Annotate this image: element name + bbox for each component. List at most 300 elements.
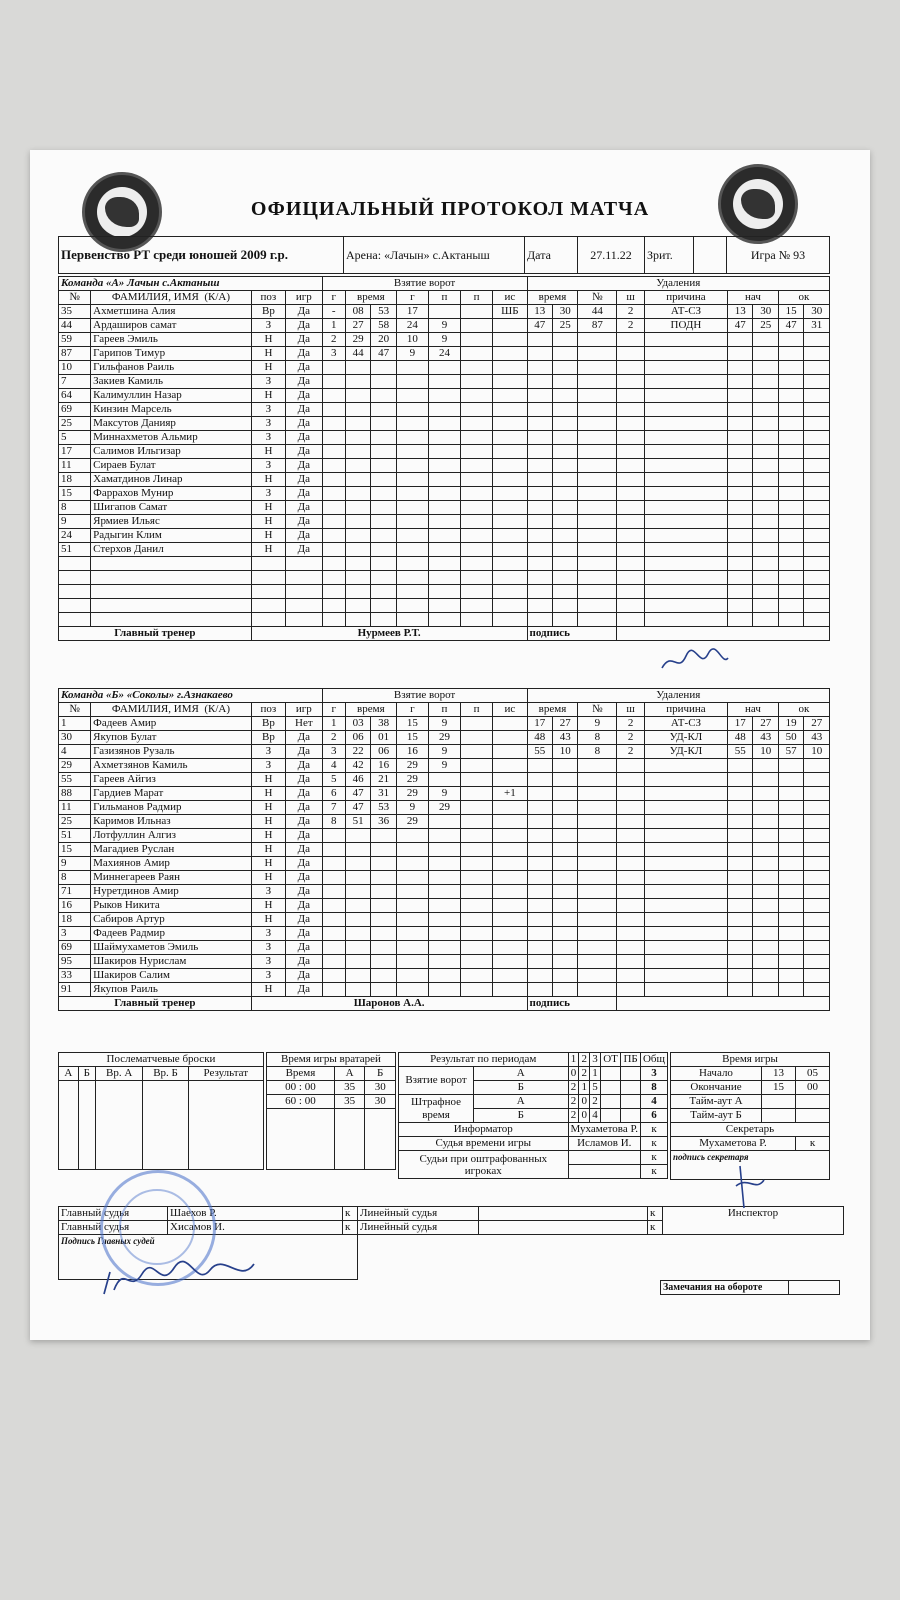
pen-start-sec (753, 459, 778, 473)
pen-start-min: 48 (727, 731, 752, 745)
pen-min (527, 333, 552, 347)
informer-name: Мухаметова Р. (568, 1123, 640, 1137)
pen-reason (644, 983, 727, 997)
player-name: Салимов Ильгизар (91, 445, 252, 459)
goal-scorer (396, 473, 428, 487)
player-play: Да (286, 787, 323, 801)
pen-end-min (778, 983, 803, 997)
pen-reason (644, 543, 727, 557)
pen-sec (552, 941, 577, 955)
pen-end-sec (804, 801, 830, 815)
pen-player (578, 403, 617, 417)
player-pos: Н (251, 347, 285, 361)
goal-num (322, 941, 345, 955)
table-row (59, 501, 830, 515)
goalie-time: 60 : 00 (267, 1095, 335, 1109)
pen-minutes (617, 417, 645, 431)
goal-sec: 21 (371, 773, 396, 787)
pen-end-min (778, 857, 803, 871)
pen-end-sec (804, 543, 830, 557)
goal-sec: 53 (371, 801, 396, 815)
goal-situation (493, 759, 527, 773)
player-play: Да (286, 801, 323, 815)
col-p2: п (461, 291, 493, 305)
pen-start-min (727, 983, 752, 997)
goal-scorer (396, 515, 428, 529)
spectators-label: Зрит. (645, 237, 694, 274)
table-row (59, 487, 830, 501)
player-name: Фадеев Амир (91, 717, 252, 731)
goal-assist1 (428, 885, 460, 899)
goal-assist1 (428, 445, 460, 459)
goal-assist1 (428, 941, 460, 955)
pen-end-sec (804, 899, 830, 913)
goal-scorer (396, 487, 428, 501)
goal-sec (371, 473, 396, 487)
goal-scorer (396, 389, 428, 403)
player-number: 18 (59, 473, 91, 487)
goal-scorer: 10 (396, 333, 428, 347)
pen-player (578, 927, 617, 941)
goal-assist2 (461, 927, 493, 941)
pen-player (578, 613, 617, 627)
period-val: 2 (568, 1109, 579, 1123)
goal-num (322, 487, 345, 501)
pen-player (578, 969, 617, 983)
pen-start-min (727, 585, 752, 599)
pen-minutes (617, 969, 645, 983)
col-ptime: время (527, 703, 578, 717)
pen-start-min (727, 843, 752, 857)
pen-min (527, 871, 552, 885)
period-val (621, 1081, 641, 1095)
player-name: Шаймухаметов Эмиль (91, 941, 252, 955)
pen-min (527, 389, 552, 403)
coach-signature-label: подпись (527, 627, 617, 641)
pen-end-sec (804, 501, 830, 515)
goal-situation (493, 473, 527, 487)
pen-minutes (617, 899, 645, 913)
goal-situation (493, 745, 527, 759)
period-val (621, 1067, 641, 1081)
player-name: Ахметшина Алия (91, 305, 252, 319)
pen-minutes (617, 913, 645, 927)
pen-end-sec (804, 885, 830, 899)
secretary-name: Мухаметова Р. (671, 1137, 796, 1151)
pen-reason: АТ-СЗ (644, 305, 727, 319)
col-pmin: ш (617, 703, 645, 717)
pen-minutes (617, 361, 645, 375)
pen-player: 87 (578, 319, 617, 333)
goal-situation (493, 913, 527, 927)
goal-assist1 (428, 557, 460, 571)
goal-assist1 (428, 529, 460, 543)
player-number: 8 (59, 871, 91, 885)
goalie-time-title: Время игры вратарей (267, 1053, 396, 1067)
pen-start-sec (753, 759, 778, 773)
goal-situation (493, 585, 527, 599)
player-name: Максутов Данияр (91, 417, 252, 431)
pen-reason (644, 787, 727, 801)
goal-min (345, 913, 370, 927)
goal-num (322, 955, 345, 969)
goal-sec (371, 829, 396, 843)
pen-reason (644, 333, 727, 347)
period-total: 6 (640, 1109, 667, 1123)
goal-num (322, 529, 345, 543)
player-play: Да (286, 361, 323, 375)
goal-min (345, 829, 370, 843)
table-row (59, 543, 830, 557)
pen-reason (644, 927, 727, 941)
k-mark: к (640, 1151, 667, 1165)
goal-num (322, 473, 345, 487)
pen-end-sec (804, 787, 830, 801)
goal-assist1 (428, 389, 460, 403)
goal-assist2 (461, 843, 493, 857)
goal-situation (493, 459, 527, 473)
pen-start-sec (753, 857, 778, 871)
goal-min (345, 571, 370, 585)
pen-start-sec: 30 (753, 305, 778, 319)
pen-end-min (778, 543, 803, 557)
pen-end-min (778, 599, 803, 613)
goals-header: Взятие ворот (322, 277, 527, 291)
col-g: г (322, 703, 345, 717)
player-number: 5 (59, 431, 91, 445)
line-ref-label: Линейный судья (358, 1207, 479, 1221)
goal-scorer (396, 417, 428, 431)
period-val: 2 (568, 1095, 579, 1109)
goal-assist1 (428, 375, 460, 389)
pen-reason (644, 557, 727, 571)
match-header (58, 236, 830, 274)
goal-num: 1 (322, 717, 345, 731)
col-name: ФАМИЛИЯ, ИМЯ (К/А) (91, 291, 252, 305)
pen-minutes (617, 787, 645, 801)
player-play: Нет (286, 717, 323, 731)
goal-scorer (396, 613, 428, 627)
player-pos: З (251, 319, 285, 333)
goal-assist1 (428, 913, 460, 927)
pen-minutes (617, 529, 645, 543)
table-row (59, 361, 830, 375)
goal-situation (493, 613, 527, 627)
pen-end-sec (804, 431, 830, 445)
goal-assist2 (461, 829, 493, 843)
goal-assist1 (428, 983, 460, 997)
goal-min (345, 843, 370, 857)
pen-start-min (727, 613, 752, 627)
player-pos: З (251, 431, 285, 445)
goal-assist1: 29 (428, 801, 460, 815)
pen-player (578, 885, 617, 899)
pen-end-sec (804, 403, 830, 417)
pen-start-min: 13 (727, 305, 752, 319)
pen-player (578, 815, 617, 829)
pen-min (527, 857, 552, 871)
goal-sec (371, 459, 396, 473)
pen-min (527, 955, 552, 969)
goal-scorer: 17 (396, 305, 428, 319)
player-name: Лотфуллин Алгиз (91, 829, 252, 843)
pen-end-sec (804, 361, 830, 375)
pen-minutes (617, 515, 645, 529)
pen-start-min (727, 829, 752, 843)
goal-num (322, 599, 345, 613)
pen-end-min (778, 815, 803, 829)
coach-a-signature (660, 648, 730, 683)
goal-min (345, 899, 370, 913)
period-val (600, 1081, 620, 1095)
pen-start-min (727, 787, 752, 801)
pen-end-sec (804, 445, 830, 459)
goal-assist2 (461, 941, 493, 955)
shootout-col: Б (78, 1067, 95, 1081)
pen-minutes: 2 (617, 319, 645, 333)
pen-reason (644, 347, 727, 361)
remarks-label: Замечания на обороте (661, 1281, 789, 1295)
pen-end-min (778, 389, 803, 403)
player-name: Фаррахов Мунир (91, 487, 252, 501)
player-name: Магадиев Руслан (91, 843, 252, 857)
pen-sec: 30 (552, 305, 577, 319)
goal-sec (371, 871, 396, 885)
col-p1: п (428, 291, 460, 305)
goal-scorer (396, 501, 428, 515)
goal-num (322, 969, 345, 983)
player-pos: Н (251, 829, 285, 843)
goal-sec: 47 (371, 347, 396, 361)
player-name: Каримов Ильназ (91, 815, 252, 829)
player-play: Да (286, 885, 323, 899)
pen-player: 8 (578, 731, 617, 745)
pen-player (578, 529, 617, 543)
goal-assist1 (428, 955, 460, 969)
pen-reason (644, 585, 727, 599)
k-mark: к (640, 1123, 667, 1137)
pen-start-sec (753, 927, 778, 941)
col-num: № (59, 291, 91, 305)
line-ref-label: Линейный судья (358, 1221, 479, 1235)
period-head: ПБ (621, 1053, 641, 1067)
pen-start-sec (753, 773, 778, 787)
pen-end-min (778, 787, 803, 801)
goal-sec: 06 (371, 745, 396, 759)
goal-sec: 58 (371, 319, 396, 333)
pen-end-min: 19 (778, 717, 803, 731)
pen-start-min (727, 529, 752, 543)
table-row (59, 571, 830, 585)
shootout-col: Вр. А (95, 1067, 143, 1081)
goal-assist2 (461, 305, 493, 319)
head-coach-label: Главный тренер (59, 627, 252, 641)
pen-start-sec (753, 599, 778, 613)
pen-end-min (778, 571, 803, 585)
goal-scorer (396, 913, 428, 927)
player-pos: Н (251, 529, 285, 543)
goal-situation (493, 599, 527, 613)
goalie-time: 00 : 00 (267, 1081, 335, 1095)
pen-reason (644, 361, 727, 375)
goal-assist2 (461, 417, 493, 431)
period-val: 1 (590, 1067, 601, 1081)
goal-situation (493, 871, 527, 885)
goal-min: 47 (345, 787, 370, 801)
goal-scorer: 29 (396, 759, 428, 773)
pen-min (527, 599, 552, 613)
pen-reason (644, 515, 727, 529)
player-name: Калимуллин Назар (91, 389, 252, 403)
pen-sec (552, 389, 577, 403)
pen-start-sec (753, 969, 778, 983)
player-number: 1 (59, 717, 91, 731)
goal-scorer (396, 941, 428, 955)
goal-assist2 (461, 389, 493, 403)
pen-start-sec (753, 801, 778, 815)
goal-assist2 (461, 759, 493, 773)
goal-assist2 (461, 375, 493, 389)
goal-num (322, 501, 345, 515)
goal-scorer: 9 (396, 801, 428, 815)
goal-assist2 (461, 431, 493, 445)
goal-assist1 (428, 431, 460, 445)
goal-assist1 (428, 571, 460, 585)
periods-title: Результат по периодам (399, 1053, 569, 1067)
pen-end-min (778, 361, 803, 375)
pen-end-sec: 10 (804, 745, 830, 759)
goal-assist1: 9 (428, 333, 460, 347)
pen-end-min (778, 473, 803, 487)
shootout-table (58, 1052, 264, 1170)
goal-assist2 (461, 801, 493, 815)
goal-num (322, 375, 345, 389)
pen-start-min (727, 361, 752, 375)
goal-assist1 (428, 305, 460, 319)
player-number: 15 (59, 487, 91, 501)
pen-player (578, 375, 617, 389)
pen-player (578, 515, 617, 529)
table-row (59, 319, 830, 333)
goal-sec (371, 515, 396, 529)
player-pos: Н (251, 773, 285, 787)
pen-sec (552, 599, 577, 613)
pen-start-min (727, 913, 752, 927)
col-pmin: ш (617, 291, 645, 305)
goal-num (322, 459, 345, 473)
player-play: Да (286, 955, 323, 969)
goal-assist2 (461, 599, 493, 613)
pen-start-sec (753, 529, 778, 543)
goal-scorer (396, 599, 428, 613)
end-minute: 00 (796, 1081, 830, 1095)
pen-sec (552, 529, 577, 543)
pen-player (578, 871, 617, 885)
pen-start-min (727, 857, 752, 871)
goal-assist2 (461, 815, 493, 829)
pen-reason (644, 389, 727, 403)
player-play: Да (286, 445, 323, 459)
pen-minutes (617, 815, 645, 829)
head-coach-label: Главный тренер (59, 997, 252, 1011)
goal-scorer: 29 (396, 773, 428, 787)
player-play: Да (286, 773, 323, 787)
period-head: Общ (640, 1053, 667, 1067)
table-row (59, 717, 830, 731)
player-play: Да (286, 347, 323, 361)
goal-num (322, 571, 345, 585)
goal-situation (493, 829, 527, 843)
goalie-b: 30 (365, 1095, 396, 1109)
player-pos: Н (251, 787, 285, 801)
pen-reason (644, 969, 727, 983)
table-row (59, 585, 830, 599)
pen-min (527, 403, 552, 417)
player-name: Рыков Никита (91, 899, 252, 913)
pen-end-sec: 30 (804, 305, 830, 319)
match-date: 27.11.22 (578, 237, 645, 274)
table-row (59, 899, 830, 913)
col-time: время (345, 703, 396, 717)
pen-sec (552, 773, 577, 787)
pen-end-sec (804, 515, 830, 529)
goal-num: - (322, 305, 345, 319)
pen-end-min (778, 445, 803, 459)
pen-reason (644, 571, 727, 585)
pen-minutes (617, 347, 645, 361)
player-number: 9 (59, 857, 91, 871)
pen-player (578, 473, 617, 487)
goal-sec (371, 529, 396, 543)
pen-min (527, 899, 552, 913)
player-name: Сираев Булат (91, 459, 252, 473)
player-number: 15 (59, 843, 91, 857)
player-pos: З (251, 459, 285, 473)
pen-reason (644, 613, 727, 627)
goal-assist1 (428, 969, 460, 983)
player-number: 35 (59, 305, 91, 319)
player-play: Да (286, 969, 323, 983)
player-name: Закиев Камиль (91, 375, 252, 389)
shootout-title: Послематчевые броски (59, 1053, 264, 1067)
col-num: № (59, 703, 91, 717)
goal-min (345, 969, 370, 983)
goalie-a: 35 (334, 1081, 365, 1095)
player-name: Гарипов Тимур (91, 347, 252, 361)
pen-player (578, 543, 617, 557)
pen-min (527, 843, 552, 857)
player-number: 11 (59, 801, 91, 815)
goal-assist2 (461, 459, 493, 473)
goal-min: 46 (345, 773, 370, 787)
goal-num (322, 403, 345, 417)
pen-end-sec (804, 871, 830, 885)
pen-start-min (727, 347, 752, 361)
pen-minutes: 2 (617, 717, 645, 731)
goal-num: 2 (322, 333, 345, 347)
player-number: 51 (59, 829, 91, 843)
pen-sec (552, 927, 577, 941)
pen-end-sec (804, 927, 830, 941)
goalie-col: А (334, 1067, 365, 1081)
player-play: Да (286, 983, 323, 997)
pen-start-min (727, 431, 752, 445)
goal-situation (493, 571, 527, 585)
pen-player (578, 843, 617, 857)
player-number (59, 613, 91, 627)
pen-start-sec (753, 431, 778, 445)
pen-minutes (617, 501, 645, 515)
